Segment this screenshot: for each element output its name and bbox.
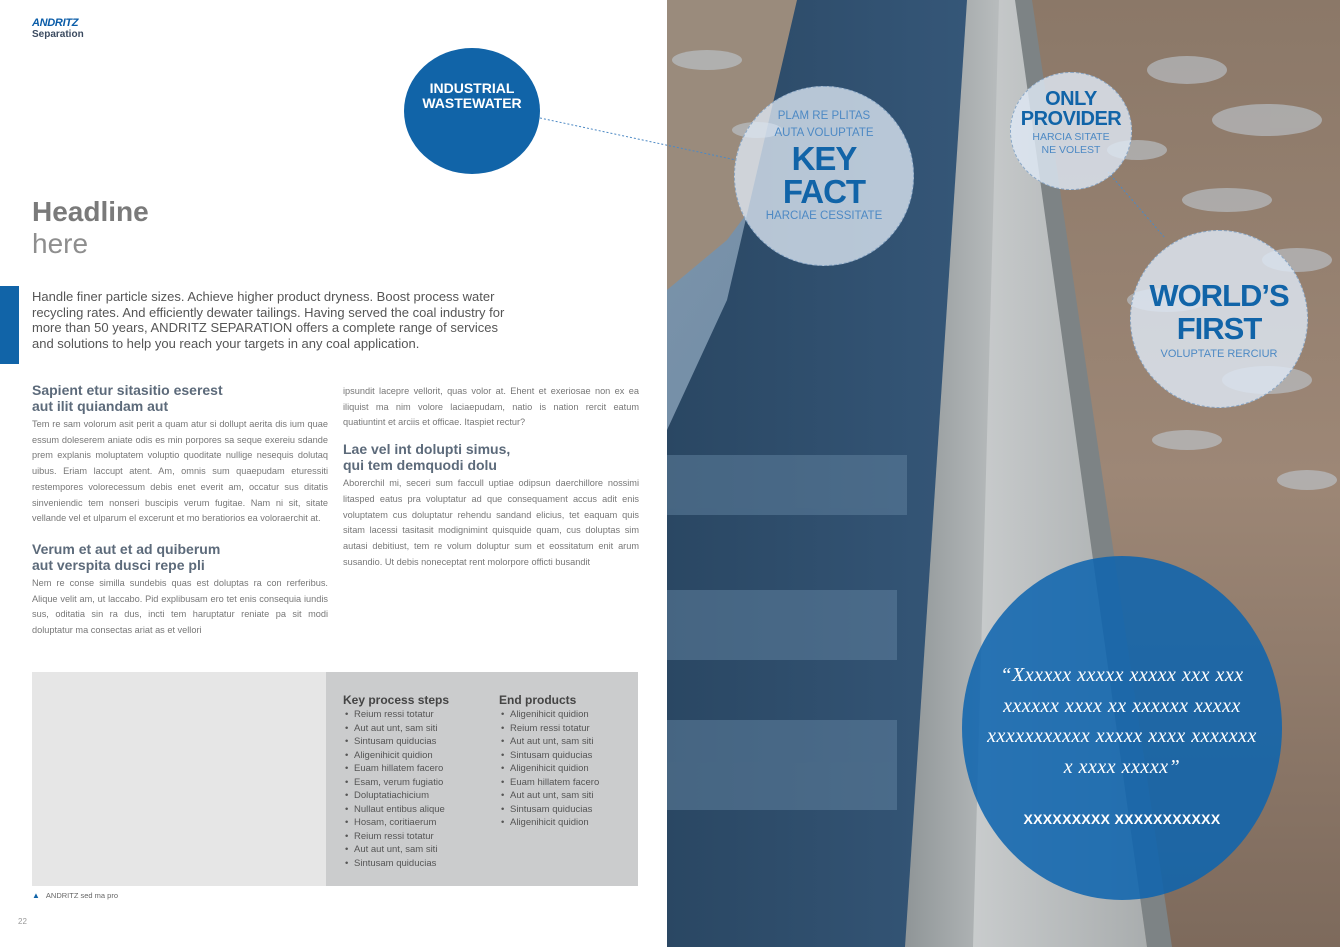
- list-item: • Aut aut unt, sam siti: [499, 735, 599, 749]
- list-item: • Euam hillatem facero: [343, 762, 449, 776]
- page-headline-sub: here: [32, 228, 89, 259]
- list-item: • Esam, verum fugiatio: [343, 776, 449, 790]
- caption-triangle-icon: ▲: [32, 891, 40, 900]
- section: [32, 541, 328, 639]
- key-fact-badge: [734, 86, 914, 266]
- badge-small-text: NE VOLEST: [1041, 144, 1101, 156]
- list-item: • Euam hillatem facero: [499, 776, 599, 790]
- key-steps-list: [343, 708, 449, 870]
- list-item: • Aut aut unt, sam siti: [499, 789, 599, 803]
- badge-small-text: VOLUPTATE RERCIUR: [1160, 348, 1278, 360]
- list-item: • Hosam, coritiaerum: [343, 816, 449, 830]
- caption-text: ANDRITZ sed ma pro: [45, 891, 119, 900]
- section-body: Aborerchil mi, seceri sum faccull uptiae odipsun daerchillore nossimi litasped eatus pra voluptatur ad que consequament accus adit enis voluptatem cus doluptatur rehendu sandand elicius, tet eaquam quis sitam lacessi tasitasit modignimint quisquide quam, cus doluptas sim autasi debitiust, tem re volum doluptur sum et eossitatum enit arum susandio. Ut debis noneceptat rent molorpore officti busandit: [343, 478, 639, 567]
- section-heading-line: Lae vel int dolupti simus,: [343, 441, 511, 458]
- list-item: • Aligenihicit quidion: [499, 816, 599, 830]
- list-item: • Sintusam quiducias: [499, 749, 599, 763]
- list-item: • Reium ressi totatur: [499, 722, 599, 736]
- section-heading-line: Verum et aut et ad quiberum: [32, 540, 221, 557]
- end-products: [499, 693, 599, 830]
- section: [343, 441, 639, 570]
- badge-small-text: HARCIA SITATE: [1032, 131, 1110, 143]
- badge-big-text: ONLY: [1045, 88, 1097, 110]
- page-headline: Headline: [32, 196, 149, 227]
- end-products-title: End products: [499, 693, 577, 707]
- end-products-list: [499, 708, 599, 830]
- image-caption: [32, 891, 118, 900]
- process-info-box: [326, 672, 638, 886]
- badge-line: WASTEWATER: [422, 95, 522, 111]
- list-item: • Aut aut unt, sam siti: [343, 722, 449, 736]
- list-item: • Aut aut unt, sam siti: [343, 843, 449, 857]
- list-item: • Doluptatiachicium: [343, 789, 449, 803]
- image-placeholder: [32, 672, 326, 886]
- accent-bar: [0, 286, 19, 364]
- key-steps-title: Key process steps: [343, 693, 450, 707]
- text-column-left: [32, 382, 328, 639]
- badge-small-text: HARCIAE CESSITATE: [765, 210, 883, 222]
- industrial-wastewater-badge: [404, 48, 540, 174]
- list-item: • Aligenihicit quidion: [499, 762, 599, 776]
- list-item: • Aligenihicit quidion: [499, 708, 599, 722]
- list-item: • Sintusam quiducias: [343, 857, 449, 871]
- badge-small-text: AUTA VOLUPTATE: [774, 127, 874, 139]
- badge-big-text: WORLD’S: [1149, 278, 1289, 313]
- list-item: • Aligenihicit quidion: [343, 749, 449, 763]
- section-heading-line: Sapient etur sitasitio eserest: [32, 382, 223, 398]
- only-provider-badge: [1010, 72, 1132, 190]
- badge-big-text: FIRST: [1176, 311, 1262, 346]
- list-item: • Reium ressi totatur: [343, 708, 449, 722]
- quote-author: XXXXXXXXX XXXXXXXXXXX: [1023, 811, 1221, 827]
- section-heading-line: qui tem demquodi dolu: [343, 457, 497, 474]
- intro-paragraph: Handle finer particle sizes. Achieve higher product dryness. Boost process water recycling rates. And efficiently dewater tailings. Having served the coal industry for more than 50 years, ANDRITZ SEPARATION offers a complete range of services and solutions to help you reach your targets in any coal application.: [32, 289, 505, 351]
- section-heading-line: aut ilit quiandam aut: [32, 398, 169, 414]
- section-heading: [32, 541, 328, 573]
- badge-small-text: PLAM RE PLITAS: [777, 110, 871, 122]
- list-item: • Reium ressi totatur: [343, 830, 449, 844]
- list-item: • Sintusam quiducias: [343, 735, 449, 749]
- badge-big-text: KEY: [791, 140, 857, 177]
- badge-line: INDUSTRIAL: [429, 80, 515, 96]
- section-body: Nem re conse similla sundebis quas est doluptas ra con rerferibus. Alique velit am, ut laccabo. Pid explibusam ero tet enis consequia iundis sus, oditatia sin ra dus, incti tem haruptatur reniate pa sit modi doluptatur ma consectas ariat as et vellori: [32, 577, 328, 636]
- section-heading-line: aut verspita dusci repe pli: [32, 556, 205, 573]
- logo-division: Separation: [32, 29, 84, 40]
- section-heading: [343, 441, 639, 473]
- page-number: 22: [18, 917, 27, 926]
- section-body: Tem re sam volorum asit perit a quam atur si dollupt aerita dis ium quae essum doleserem aniate odis es min porpores sa seque exereiu sdande prem explanis moluptatem voluptio quoditate nullige nesequis dolutaq uibus. Eriam laccupt atent. Am, omnis sum quaepudam eturessiti restempores volorecessum debis enet everit am, occatur sus ditatis sinveniendic tem nonseri buscipis verum fugitae. Nam ni sit, sitate vellande vel et ulparum el excerunt et mo beratiorios ea voloraerchit at.: [32, 419, 328, 524]
- quote-badge: [962, 556, 1282, 900]
- text-column-right: [343, 384, 639, 570]
- key-process-steps: [343, 693, 449, 870]
- list-item: • Sintusam quiducias: [499, 803, 599, 817]
- badge-big-text: FACT: [782, 173, 866, 210]
- andritz-logo: [32, 18, 94, 40]
- section: [32, 382, 328, 527]
- logo-brand: ANDRITZ: [32, 17, 79, 29]
- badge-big-text: PROVIDER: [1020, 108, 1122, 130]
- section-body-continued: ipsundit lacepre vellorit, quas volor at. Ehent et exeriosae non ex ea iliquist ma nim volore laciaepudam, natio is nation rercit eatum quatiuntint et arciis et officae. Itaspiet rectur?: [343, 386, 639, 428]
- quote-text: “Xxxxxx xxxxx xxxxx xxx xxx xxxxxx xxxx xx xxxxxx xxxxx xxxxxxxxxxx xxxxx xxxx xxxxxxx x xxxx xxxxx”: [987, 664, 1257, 778]
- list-item: • Nullaut entibus alique: [343, 803, 449, 817]
- worlds-first-badge: [1130, 230, 1308, 408]
- section-heading: [32, 382, 328, 414]
